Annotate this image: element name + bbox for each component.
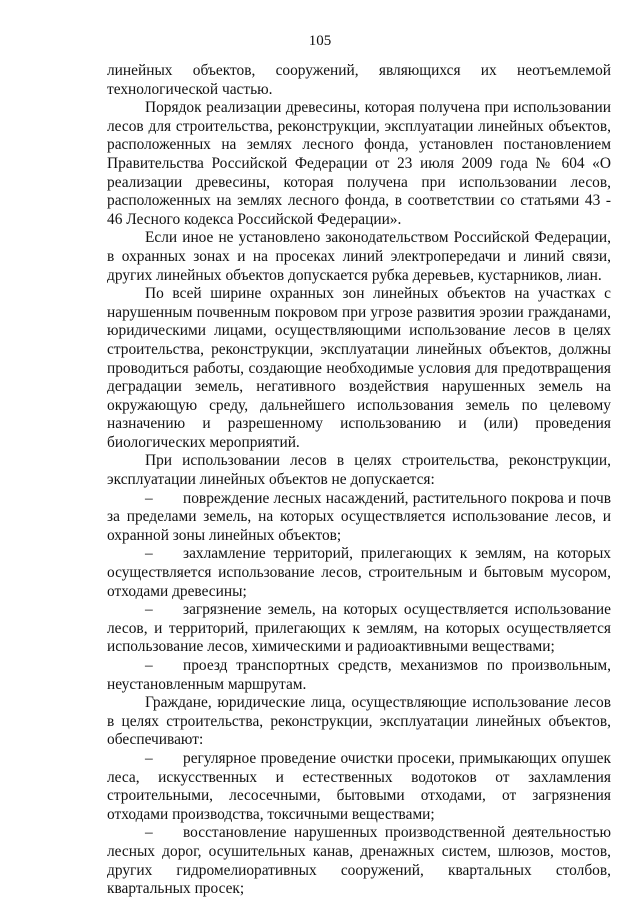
list-item-text: проезд транспортных средств, механизмов по произвольным, неустановленным маршрутам. (107, 657, 611, 693)
list-item-text: регулярное проведение очистки просеки, примыкающих опушек леса, искусственных и естественных водотоков от захламления строительными, лесосечными, бытовыми отходами, от загрязнения отходами производства, токсичными веществами; (107, 749, 611, 823)
list-item (107, 545, 611, 601)
paragraph: линейных объектов, сооружений, являющихся их неотъемлемой технологической частью. (107, 62, 611, 98)
paragraph: При использовании лесов в целях строительства, реконструкции, эксплуатации линейных объектов не допускается: (107, 452, 611, 489)
dash-bullet: – (145, 749, 153, 767)
list-item-text: захламление территорий, прилегающих к землям, на которых осуществляется использование лесов, строительным и бытовым мусором, отходами древесины; (107, 545, 611, 600)
list-item (107, 601, 611, 657)
dash-bullet: – (145, 601, 153, 619)
paragraph: Если иное не установлено законодательством Российской Федерации, в охранных зонах и на просеках линий электропередачи и линий связи, других линейных объектов допускается рубка деревьев, кустарников, лиан. (107, 229, 611, 284)
list-item (107, 490, 611, 546)
list-item-text: восстановление нарушенных производственной деятельностью лесных дорог, осушительных канав, дренажных систем, шлюзов, мостов, других гидромелиоративных сооружений, квартальных столбов, квартальных просек; (107, 824, 611, 898)
dash-bullet: – (145, 545, 153, 563)
list-item (107, 750, 611, 824)
dash-bullet: – (145, 657, 153, 674)
list-item-text: загрязнение земель, на которых осуществляется использование лесов, и территорий, прилегающих к землям, на которых осуществляется использование лесов, химическими и радиоактивными веществами; (107, 601, 611, 656)
dash-bullet: – (145, 824, 153, 842)
page-number: 105 (308, 33, 332, 49)
dash-bullet: – (145, 489, 153, 507)
document-body (107, 62, 611, 899)
list-item-text: повреждение лесных насаждений, растительного покрова и почв за пределами земель, на которых осуществляется использование лесов, и охранной зоны линейных объектов; (107, 489, 611, 544)
paragraph: Порядок реализации древесины, которая получена при использовании лесов для строительства, реконструкции, эксплуатации линейных объектов, расположенных на землях лесного фонда, установлен постановлением Правительства Российской Федерации от 23 июля 2009 года № 604 «О реализации древесины, которая получена при использовании лесов, расположенных на землях лесного фонда, в соответствии со статьями 43 - 46 Лесного кодекса Российской Федерации». (107, 99, 611, 228)
list-item (107, 824, 611, 898)
paragraph: По всей ширине охранных зон линейных объектов на участках с нарушенным почвенным покровом при угрозе развития эрозии гражданами, юридическими лицами, осуществляющими использование лесов в целях строительства, реконструкции, эксплуатации линейных объектов, должны проводиться работы, создающие необходимые условия для предотвращения деградации земель, негативного воздействия нарушенных земель на окружающую среду, дальнейшего использования земель по целевому назначению и разрешенному использованию и (или) проведения биологических мероприятий. (107, 285, 611, 451)
list-item (107, 657, 611, 694)
paragraph: Граждане, юридические лица, осуществляющие использование лесов в целях строительства, реконструкции, эксплуатации линейных объектов, обеспечивают: (107, 694, 611, 749)
